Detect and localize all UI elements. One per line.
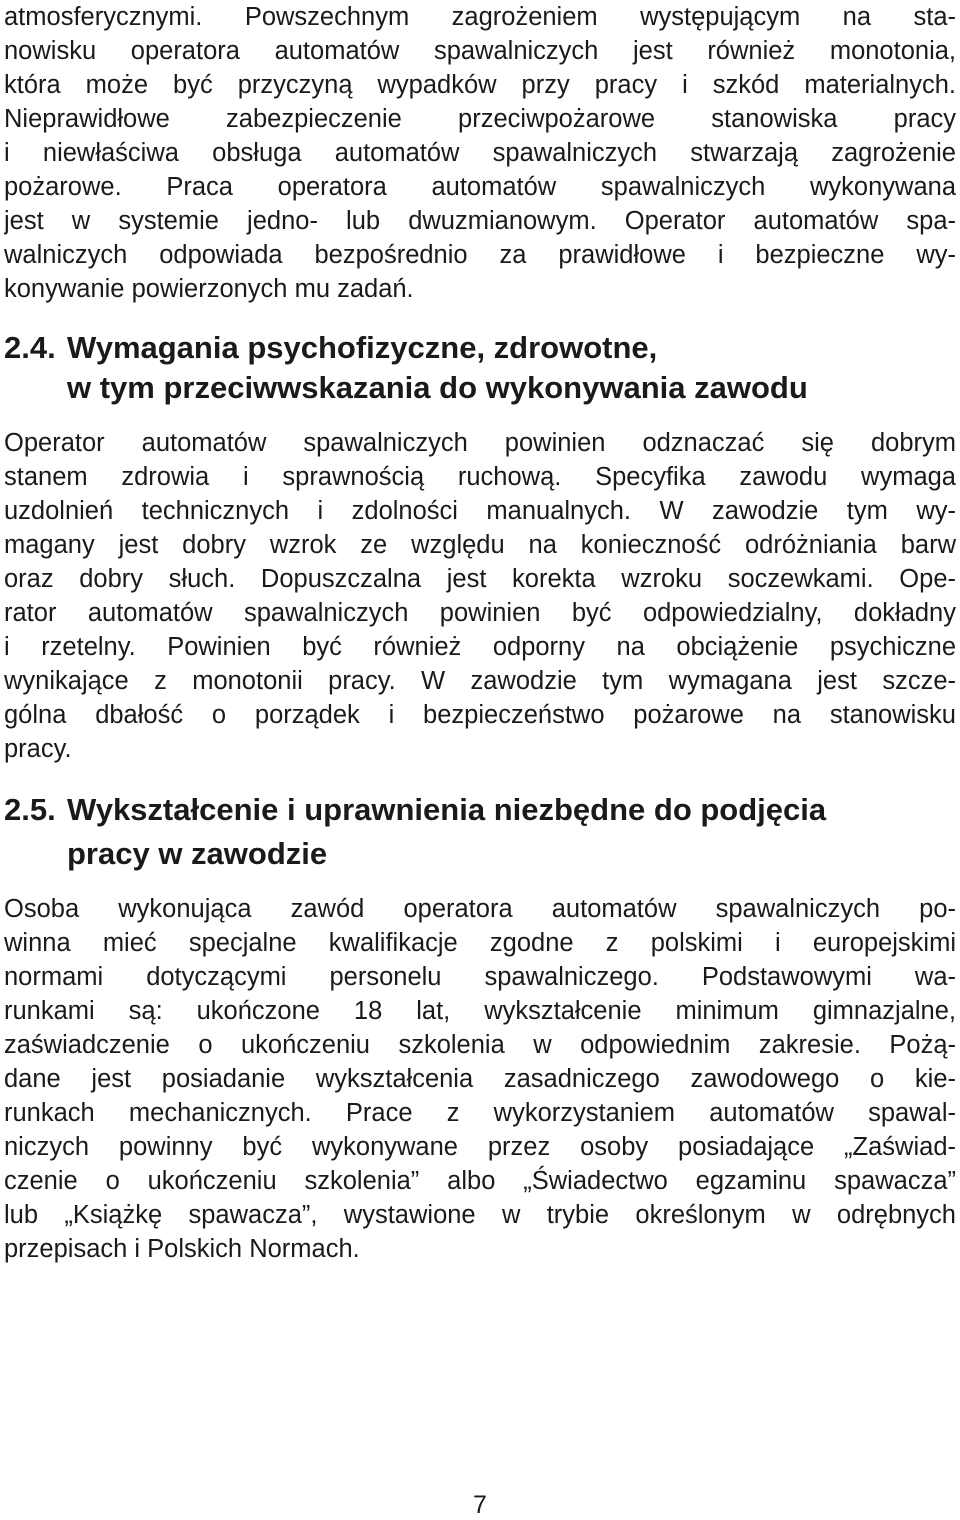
text-line: która może być przyczyną wypadków przy pracy i szkód materialnych. <box>4 71 956 99</box>
text-line: rator automatów spawalniczych powinien być odpowiedzialny, dokładny <box>4 599 956 627</box>
text-line: wynikające z monotonii pracy. W zawodzie tym wymagana jest szcze- <box>4 667 956 695</box>
text-line: nowisku operatora automatów spawalniczych jest również monotonia, <box>4 37 956 65</box>
text-line: konywanie powierzonych mu zadań. <box>4 275 414 303</box>
page-number: 7 <box>473 1491 487 1519</box>
section-2-5-number: 2.5. <box>4 792 56 827</box>
text-line: Nieprawidłowe zabezpieczenie przeciwpożarowe stanowiska pracy <box>4 105 956 133</box>
text-line: walniczych odpowiada bezpośrednio za prawidłowe i bezpieczne wy- <box>4 241 956 269</box>
text-line: lub „Książkę spawacza”, wystawione w trybie określonym w odrębnych <box>4 1201 956 1229</box>
text-line: Operator automatów spawalniczych powinien odznaczać się dobrym <box>4 429 956 457</box>
section-2-5-title-line-2: pracy w zawodzie <box>67 836 328 871</box>
text-line: niczych powinny być wykonywane przez osoby posiadające „Zaświad- <box>4 1133 956 1161</box>
text-line: zaświadczenie o ukończeniu szkolenia w odpowiednim zakresie. Pożą- <box>4 1031 956 1059</box>
text-line: winna mieć specjalne kwalifikacje zgodne z polskimi i europejskimi <box>4 929 956 957</box>
text-line: czenie o ukończeniu szkolenia” albo „Świadectwo egzaminu spawacza” <box>4 1167 956 1195</box>
text-line: magany jest dobry wzrok ze względu na konieczność odróżniania barw <box>4 531 956 559</box>
text-line: Osoba wykonująca zawód operatora automatów spawalniczych po- <box>4 895 956 923</box>
text-line: pożarowe. Praca operatora automatów spawalniczych wykonywana <box>4 173 956 201</box>
text-line: runkach mechanicznych. Prace z wykorzystaniem automatów spawal- <box>4 1099 956 1127</box>
text-line: jest w systemie jedno- lub dwuzmianowym. Operator automatów spa- <box>4 207 956 235</box>
text-line: i niewłaściwa obsługa automatów spawalniczych stwarzają zagrożenie <box>4 139 956 167</box>
text-line: stanem zdrowia i sprawnością ruchową. Specyfika zawodu wymaga <box>4 463 956 491</box>
section-2-4-title-line-1: Wymagania psychofizyczne, zdrowotne, <box>67 330 658 365</box>
text-line: i rzetelny. Powinien być również odporny na obciążenie psychiczne <box>4 633 956 661</box>
section-2-5-title-line-1: Wykształcenie i uprawnienia niezbędne do podjęcia <box>67 792 827 827</box>
text-line: runkami są: ukończone 18 lat, wykształcenie minimum gimnazjalne, <box>4 997 956 1025</box>
section-2-4-number: 2.4. <box>4 330 56 365</box>
text-line: dane jest posiadanie wykształcenia zasadniczego zawodowego o kie- <box>4 1065 956 1093</box>
text-line: atmosferycznymi. Powszechnym zagrożeniem występującym na sta- <box>4 3 956 31</box>
text-line: przepisach i Polskich Normach. <box>4 1235 360 1263</box>
text-line: normami dotyczącymi personelu spawalniczego. Podstawowymi wa- <box>4 963 956 991</box>
text-line: uzdolnień technicznych i zdolności manualnych. W zawodzie tym wy- <box>4 497 956 525</box>
text-line: gólna dbałość o porządek i bezpieczeństwo pożarowe na stanowisku <box>4 701 956 729</box>
section-2-4-title-line-2: w tym przeciwwskazania do wykonywania zawodu <box>67 370 808 405</box>
text-line: pracy. <box>4 735 72 763</box>
text-line: oraz dobry słuch. Dopuszczalna jest korekta wzroku soczewkami. Ope- <box>4 565 956 593</box>
